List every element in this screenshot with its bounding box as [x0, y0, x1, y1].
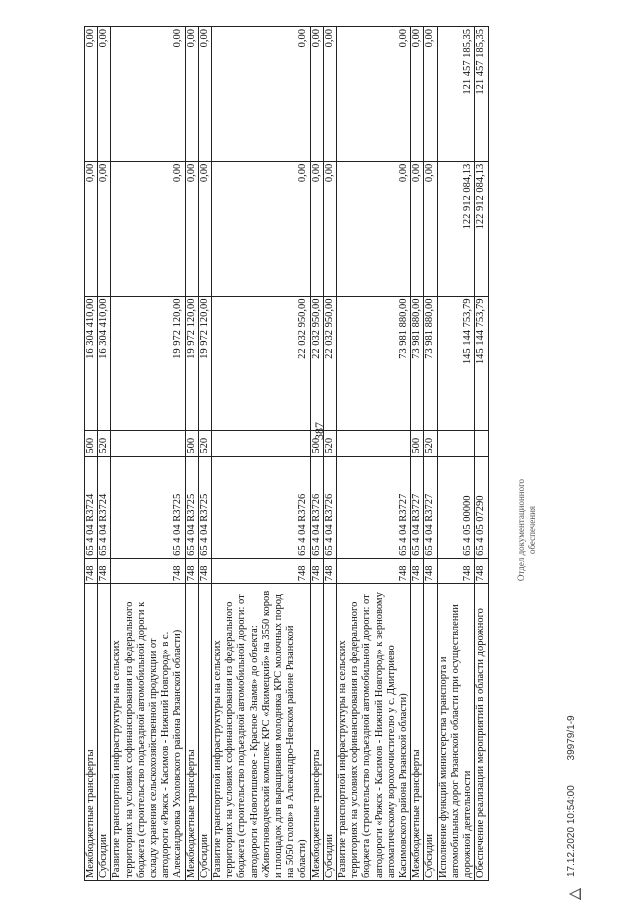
row-sum-2021: 16 304 410,00: [98, 296, 111, 431]
table-row: [212, 27, 311, 881]
row-sum-2023: 0,00: [323, 27, 336, 162]
row-csr: 65 4 04 R3727: [411, 456, 424, 558]
row-code: 748: [337, 558, 411, 583]
row-sum-2022: 0,00: [111, 161, 185, 296]
row-sum-2022: 0,00: [337, 161, 411, 296]
row-vr: [437, 431, 475, 456]
row-name: Субсидии: [198, 584, 211, 881]
row-sum-2022: 0,00: [424, 161, 437, 296]
row-sum-2022: 0,00: [198, 161, 211, 296]
row-name: Субсидии: [98, 584, 111, 881]
row-sum-2023: 0,00: [310, 27, 323, 162]
row-csr: 65 4 05 00000: [437, 456, 475, 558]
document-logo-icon: [568, 887, 582, 901]
row-sum-2022: 0,00: [212, 161, 311, 296]
row-sum-2023: 121 457 185,35: [475, 27, 488, 162]
row-sum-2022: 0,00: [310, 161, 323, 296]
footer: [566, 693, 577, 877]
table-row: [475, 27, 488, 881]
row-sum-2022: 0,00: [323, 161, 336, 296]
row-csr: 65 4 04 R3724: [98, 456, 111, 558]
table-row: [437, 27, 475, 881]
table-row: [424, 27, 437, 881]
row-name: Субсидии: [323, 584, 336, 881]
row-name: Межбюджетные трансферты: [411, 584, 424, 881]
department-stamp: Отдел документационного обеспечения: [516, 478, 537, 582]
row-sum-2021: 19 972 120,00: [111, 296, 185, 431]
row-code: 748: [424, 558, 437, 583]
row-vr: [111, 431, 185, 456]
row-sum-2022: 0,00: [98, 161, 111, 296]
table-row: [98, 27, 111, 881]
row-name: Межбюджетные трансферты: [310, 584, 323, 881]
row-code: 748: [411, 558, 424, 583]
row-name: Развитие транспортной инфраструктуры на сельских территориях на условиях софинансирования из федерального бюджета (строительство подъездной автомобильной дороги к складу хранения сельскохозяйственной продукции от автодороги «Ряжск - Касимов - Нижний Новгород» в с. Александровка Ухоловского района Рязанской области): [111, 584, 185, 881]
row-vr: [337, 431, 411, 456]
row-sum-2023: 0,00: [85, 27, 98, 162]
row-sum-2021: 16 304 410,00: [85, 296, 98, 431]
row-code: 748: [437, 558, 475, 583]
row-csr: 65 4 05 07290: [475, 456, 488, 558]
row-sum-2023: 0,00: [98, 27, 111, 162]
row-sum-2021: 73 981 880,00: [411, 296, 424, 431]
row-csr: 65 4 04 R3726: [310, 456, 323, 558]
row-code: 748: [310, 558, 323, 583]
row-sum-2023: 121 457 185,35: [437, 27, 475, 162]
row-sum-2021: 22 032 950,00: [323, 296, 336, 431]
budget-table: [84, 26, 489, 881]
row-name: Исполнение функций министерства транспорта и автомобильных дорог Рязанской области при осуществлении дорожной деятельности: [437, 584, 475, 881]
row-sum-2023: 0,00: [411, 27, 424, 162]
row-csr: 65 4 04 R3724: [85, 456, 98, 558]
row-name: Обеспечение реализации мероприятий в области дорожного: [475, 584, 488, 881]
row-name: Субсидии: [424, 584, 437, 881]
row-vr: 520: [198, 431, 211, 456]
row-vr: 520: [424, 431, 437, 456]
row-sum-2021: 145 144 753,79: [437, 296, 475, 431]
row-name: Межбюджетные трансферты: [85, 584, 98, 881]
row-vr: 520: [323, 431, 336, 456]
row-code: 748: [85, 558, 98, 583]
row-sum-2022: 0,00: [185, 161, 198, 296]
row-name: Развитие транспортной инфраструктуры на сельских территориях на условиях софинансирования из федерального бюджета (строительство подъездной автомобильной дороги: от автодороги «Ряжск - Касимов - Нижний Новгород» к зерновому автоматическому ворохоочистителю у с. Дмитриево Касимовского района Рязанской области): [337, 584, 411, 881]
row-code: 748: [198, 558, 211, 583]
page-number: 387: [312, 422, 326, 440]
row-csr: 65 4 04 R3727: [424, 456, 437, 558]
table-row: [337, 27, 411, 881]
row-name: Межбюджетные трансферты: [185, 584, 198, 881]
row-sum-2023: 0,00: [198, 27, 211, 162]
row-sum-2022: 122 912 084,13: [475, 161, 488, 296]
row-csr: 65 4 04 R3725: [111, 456, 185, 558]
row-sum-2021: 73 981 880,00: [337, 296, 411, 431]
row-code: 748: [185, 558, 198, 583]
row-sum-2021: 19 972 120,00: [198, 296, 211, 431]
row-vr: [475, 431, 488, 456]
row-sum-2023: 0,00: [185, 27, 198, 162]
row-code: 748: [475, 558, 488, 583]
row-sum-2021: 145 144 753,79: [475, 296, 488, 431]
row-name: Развитие транспортной инфраструктуры на сельских территориях на условиях софинансирования из федерального бюджета (строительство подъездной автомобильной дороги: от автодороги «Новотишевое - Красное Знамя» до объекта: «Животноводческий комплекс КРС «Якимецкий» на 3550 коров и площадок для выращивания молодняка КРС молочных пород на 5050 голов» в Александро-Невском районе Рязанской области): [212, 584, 311, 881]
row-vr: 500: [185, 431, 198, 456]
row-csr: 65 4 04 R3727: [337, 456, 411, 558]
footer-datetime: 17.12.2020 10:54:00: [566, 785, 577, 877]
table-row: [310, 27, 323, 881]
row-code: 748: [212, 558, 311, 583]
table-row: [85, 27, 98, 881]
row-csr: 65 4 04 R3726: [212, 456, 311, 558]
row-vr: 520: [98, 431, 111, 456]
row-sum-2021: 22 032 950,00: [212, 296, 311, 431]
row-sum-2021: 22 032 950,00: [310, 296, 323, 431]
row-sum-2023: 0,00: [337, 27, 411, 162]
row-sum-2023: 0,00: [212, 27, 311, 162]
row-vr: 500: [85, 431, 98, 456]
budget-table-body: [85, 27, 489, 881]
table-row: [411, 27, 424, 881]
row-sum-2021: 19 972 120,00: [185, 296, 198, 431]
row-sum-2023: 0,00: [424, 27, 437, 162]
footer-doc-id: 39979/1-9: [566, 715, 577, 761]
row-vr: 500: [310, 431, 323, 456]
row-sum-2021: 73 981 880,00: [424, 296, 437, 431]
row-sum-2023: 0,00: [111, 27, 185, 162]
row-sum-2022: 0,00: [411, 161, 424, 296]
table-row: [111, 27, 185, 881]
table-row: [323, 27, 336, 881]
table-row: [185, 27, 198, 881]
row-sum-2022: 0,00: [85, 161, 98, 296]
row-csr: 65 4 04 R3726: [323, 456, 336, 558]
row-csr: 65 4 04 R3725: [185, 456, 198, 558]
row-code: 748: [98, 558, 111, 583]
table-row: [198, 27, 211, 881]
row-vr: 500: [411, 431, 424, 456]
row-sum-2022: 122 912 084,13: [437, 161, 475, 296]
row-code: 748: [323, 558, 336, 583]
row-code: 748: [111, 558, 185, 583]
row-vr: [212, 431, 311, 456]
row-csr: 65 4 04 R3725: [198, 456, 211, 558]
